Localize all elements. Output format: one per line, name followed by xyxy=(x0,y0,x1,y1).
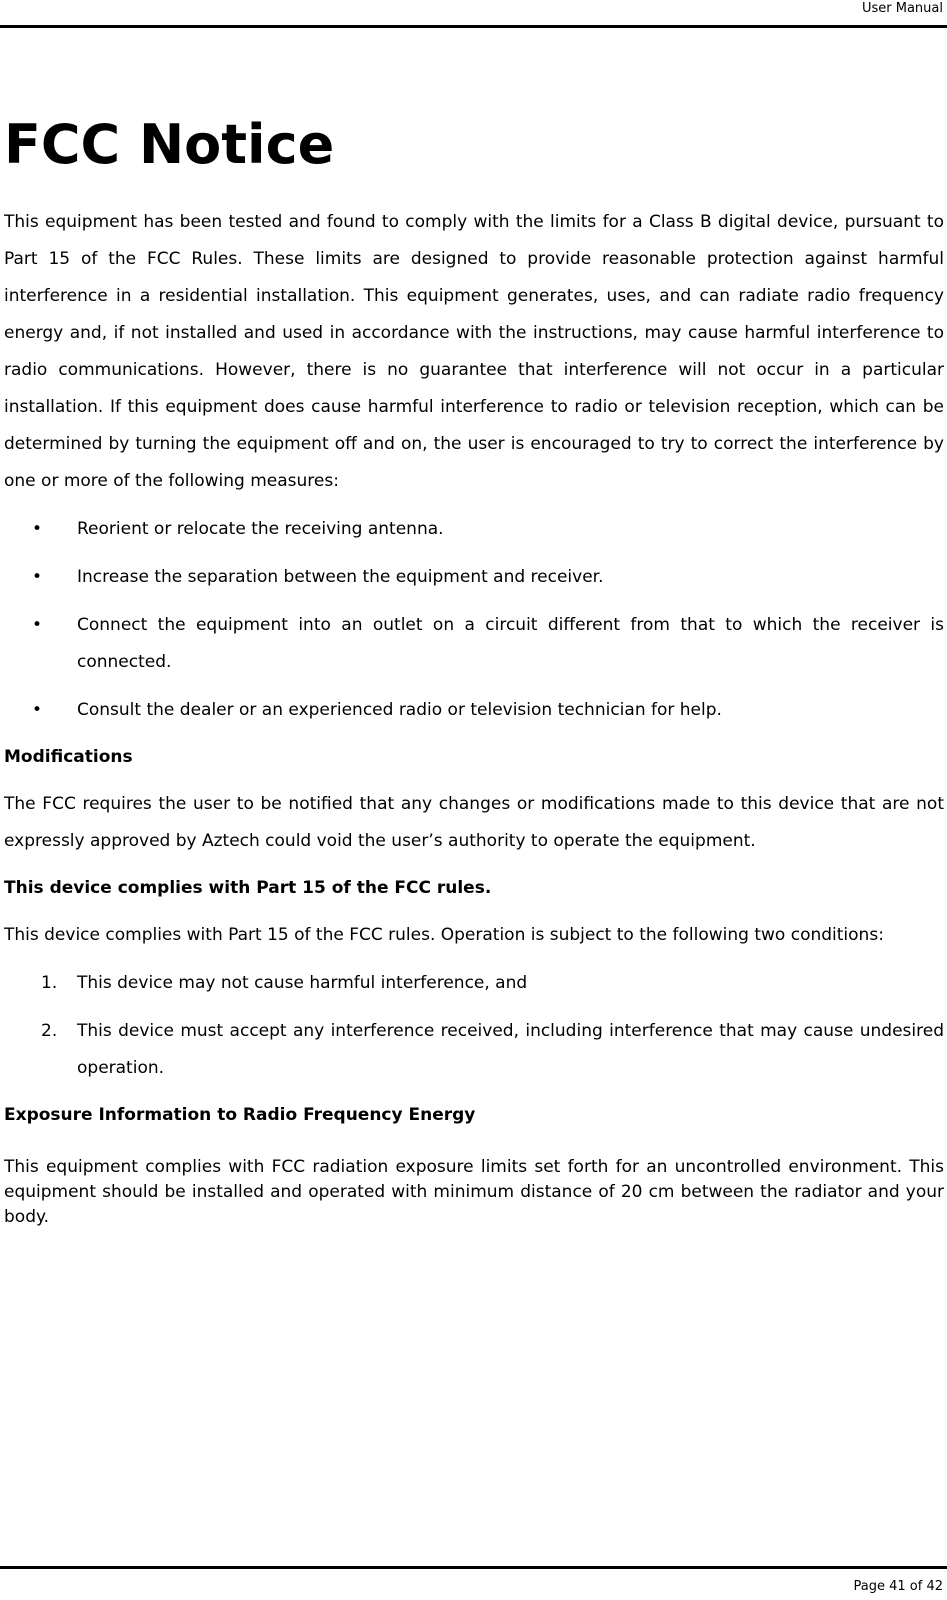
list-item xyxy=(4,965,944,1002)
list-item xyxy=(4,1013,944,1087)
bullet-icon: • xyxy=(32,700,43,720)
list-item xyxy=(4,692,944,729)
conditions-list xyxy=(4,965,944,1087)
intro-paragraph: This equipment has been tested and found to comply with the limits for a Class B digital device, pursuant to Part 15 of the FCC Rules. These limits are designed to provide reasonable protection against harmful interference in a residential installation. This equipment generates, uses, and can radiate radio frequency energy and, if not installed and used in accordance with the instructions, may cause harmful interference to radio communications. However, there is no guarantee that interference will not occur in a particular installation. If this equipment does cause harmful interference to radio or television reception, which can be determined by turning the equipment off and on, the user is encouraged to try to correct the interference by one or more of the following measures: xyxy=(4,212,944,491)
bullet-icon: • xyxy=(32,567,43,587)
page-footer xyxy=(0,1566,947,1600)
list-item-text: Reorient or relocate the receiving antenna. xyxy=(77,519,444,539)
list-number: 1. xyxy=(41,973,58,993)
page-header xyxy=(0,0,947,28)
list-item-text: Increase the separation between the equipment and receiver. xyxy=(77,567,604,587)
exposure-paragraph: This equipment complies with FCC radiation exposure limits set forth for an uncontrolled environment. This equipment should be installed and operated with minimum distance of 20 cm between the radiator and your body. xyxy=(4,1157,944,1227)
page-number: Page 41 of 42 xyxy=(853,1579,943,1594)
list-item-text: This device must accept any interference received, including interference that may cause undesired operation. xyxy=(77,1021,944,1078)
list-number: 2. xyxy=(41,1021,58,1041)
part15-heading: This device complies with Part 15 of the FCC rules. xyxy=(4,878,492,898)
modifications-paragraph: The FCC requires the user to be notified that any changes or modifications made to this device that are not expressly approved by Aztech could void the user’s authority to operate the equipment. xyxy=(4,794,944,851)
list-item xyxy=(4,607,944,681)
modifications-heading: Modifications xyxy=(4,747,133,767)
list-item xyxy=(4,559,944,596)
bullet-icon: • xyxy=(32,519,43,539)
list-item-text: This device may not cause harmful interference, and xyxy=(77,973,528,993)
measures-list xyxy=(4,511,944,729)
exposure-heading: Exposure Information to Radio Frequency Energy xyxy=(4,1105,476,1125)
list-item-text: Connect the equipment into an outlet on a circuit different from that to which the receiver is connected. xyxy=(77,615,944,672)
page-title: FCC Notice xyxy=(4,113,335,176)
page-content xyxy=(4,112,944,1230)
list-item xyxy=(4,511,944,548)
bullet-icon: • xyxy=(32,615,43,635)
list-item-text: Consult the dealer or an experienced radio or television technician for help. xyxy=(77,700,722,720)
header-label: User Manual xyxy=(861,1,943,16)
part15-paragraph: This device complies with Part 15 of the FCC rules. Operation is subject to the following two conditions: xyxy=(4,925,884,945)
